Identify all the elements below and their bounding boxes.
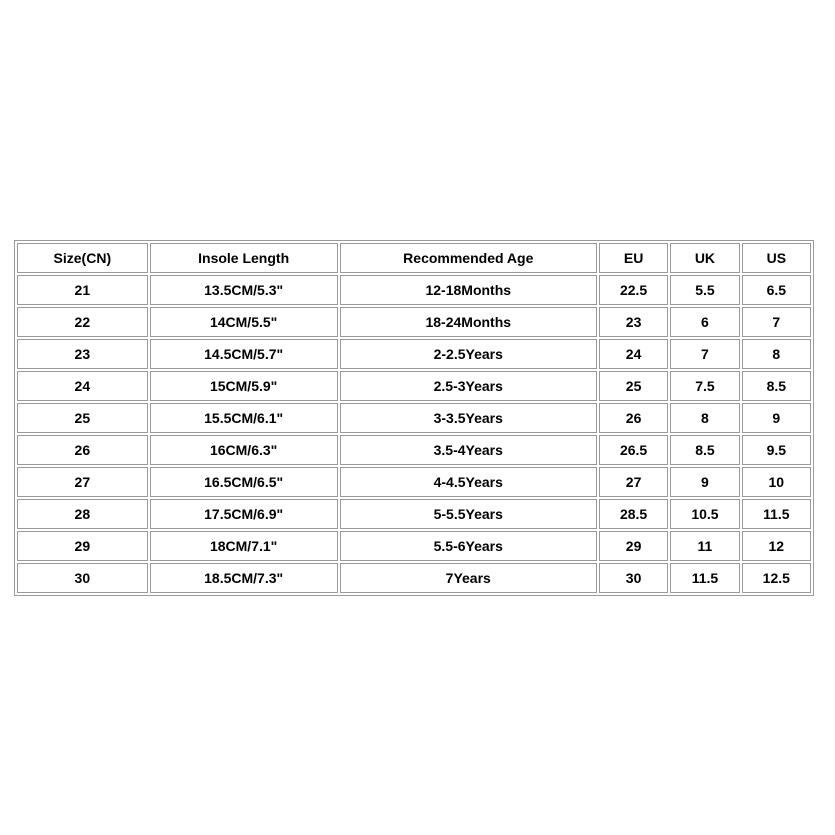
cell-uk: 11.5 bbox=[670, 563, 739, 593]
cell-us: 7 bbox=[742, 307, 811, 337]
cell-size-cn: 25 bbox=[17, 403, 148, 433]
cell-size-cn: 27 bbox=[17, 467, 148, 497]
cell-us: 8.5 bbox=[742, 371, 811, 401]
header-size-cn: Size(CN) bbox=[17, 243, 148, 273]
cell-size-cn: 29 bbox=[17, 531, 148, 561]
header-insole-length: Insole Length bbox=[150, 243, 338, 273]
cell-recommended-age: 2-2.5Years bbox=[340, 339, 597, 369]
cell-recommended-age: 5.5-6Years bbox=[340, 531, 597, 561]
cell-us: 8 bbox=[742, 339, 811, 369]
cell-uk: 8 bbox=[670, 403, 739, 433]
cell-insole-length: 16CM/6.3" bbox=[150, 435, 338, 465]
table-row bbox=[17, 371, 811, 401]
cell-eu: 29 bbox=[599, 531, 668, 561]
cell-eu: 26 bbox=[599, 403, 668, 433]
table-row bbox=[17, 307, 811, 337]
cell-insole-length: 17.5CM/6.9" bbox=[150, 499, 338, 529]
cell-uk: 9 bbox=[670, 467, 739, 497]
header-recommended-age: Recommended Age bbox=[340, 243, 597, 273]
cell-uk: 7 bbox=[670, 339, 739, 369]
cell-uk: 7.5 bbox=[670, 371, 739, 401]
cell-size-cn: 24 bbox=[17, 371, 148, 401]
cell-insole-length: 14.5CM/5.7" bbox=[150, 339, 338, 369]
cell-uk: 11 bbox=[670, 531, 739, 561]
cell-size-cn: 22 bbox=[17, 307, 148, 337]
header-eu: EU bbox=[599, 243, 668, 273]
cell-insole-length: 16.5CM/6.5" bbox=[150, 467, 338, 497]
table-row bbox=[17, 563, 811, 593]
table-row bbox=[17, 435, 811, 465]
cell-recommended-age: 7Years bbox=[340, 563, 597, 593]
cell-recommended-age: 5-5.5Years bbox=[340, 499, 597, 529]
cell-recommended-age: 12-18Months bbox=[340, 275, 597, 305]
cell-uk: 5.5 bbox=[670, 275, 739, 305]
cell-recommended-age: 2.5-3Years bbox=[340, 371, 597, 401]
table-row bbox=[17, 499, 811, 529]
size-chart-table bbox=[14, 240, 814, 596]
cell-uk: 8.5 bbox=[670, 435, 739, 465]
table-row bbox=[17, 531, 811, 561]
cell-insole-length: 15CM/5.9" bbox=[150, 371, 338, 401]
cell-size-cn: 21 bbox=[17, 275, 148, 305]
cell-size-cn: 28 bbox=[17, 499, 148, 529]
cell-us: 12.5 bbox=[742, 563, 811, 593]
cell-us: 11.5 bbox=[742, 499, 811, 529]
cell-eu: 24 bbox=[599, 339, 668, 369]
cell-us: 9.5 bbox=[742, 435, 811, 465]
cell-insole-length: 14CM/5.5" bbox=[150, 307, 338, 337]
table-row bbox=[17, 403, 811, 433]
cell-us: 9 bbox=[742, 403, 811, 433]
table-header-row bbox=[17, 243, 811, 273]
table-row bbox=[17, 339, 811, 369]
cell-recommended-age: 3.5-4Years bbox=[340, 435, 597, 465]
cell-eu: 23 bbox=[599, 307, 668, 337]
cell-us: 10 bbox=[742, 467, 811, 497]
cell-insole-length: 18CM/7.1" bbox=[150, 531, 338, 561]
cell-eu: 22.5 bbox=[599, 275, 668, 305]
cell-eu: 26.5 bbox=[599, 435, 668, 465]
cell-eu: 30 bbox=[599, 563, 668, 593]
cell-recommended-age: 3-3.5Years bbox=[340, 403, 597, 433]
cell-recommended-age: 18-24Months bbox=[340, 307, 597, 337]
cell-us: 12 bbox=[742, 531, 811, 561]
cell-us: 6.5 bbox=[742, 275, 811, 305]
cell-size-cn: 23 bbox=[17, 339, 148, 369]
cell-insole-length: 13.5CM/5.3" bbox=[150, 275, 338, 305]
cell-eu: 25 bbox=[599, 371, 668, 401]
cell-uk: 6 bbox=[670, 307, 739, 337]
header-us: US bbox=[742, 243, 811, 273]
table-row bbox=[17, 467, 811, 497]
cell-eu: 27 bbox=[599, 467, 668, 497]
cell-size-cn: 26 bbox=[17, 435, 148, 465]
cell-eu: 28.5 bbox=[599, 499, 668, 529]
cell-uk: 10.5 bbox=[670, 499, 739, 529]
cell-insole-length: 18.5CM/7.3" bbox=[150, 563, 338, 593]
cell-size-cn: 30 bbox=[17, 563, 148, 593]
cell-recommended-age: 4-4.5Years bbox=[340, 467, 597, 497]
cell-insole-length: 15.5CM/6.1" bbox=[150, 403, 338, 433]
table-row bbox=[17, 275, 811, 305]
header-uk: UK bbox=[670, 243, 739, 273]
